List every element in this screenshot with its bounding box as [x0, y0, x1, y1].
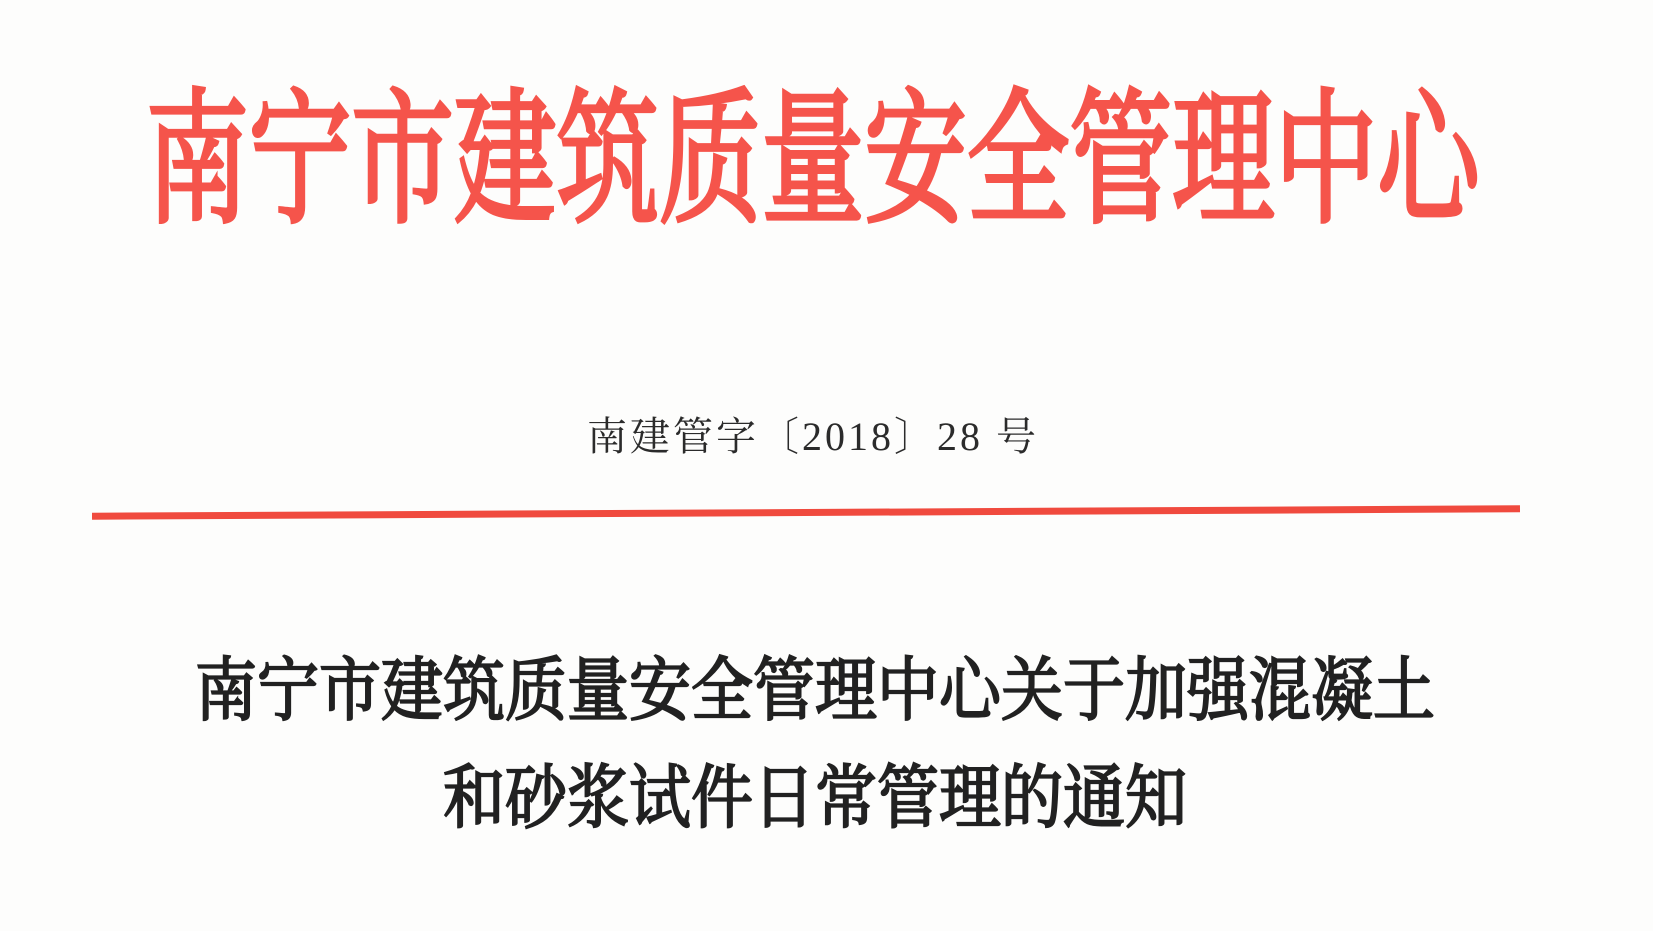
document-reference-number: 南建管字〔2018〕28 号: [587, 414, 1039, 459]
notice-title-line-1: 南宁市建筑质量安全管理中心关于加强混凝土: [194, 653, 1435, 730]
org-masthead-title: 南宁市建筑质量安全管理中心: [146, 81, 1480, 243]
red-divider-rule: [92, 505, 1520, 519]
notice-title: [0, 638, 1630, 853]
notice-title-line-2: 和砂浆试件日常管理的通知: [442, 761, 1187, 838]
